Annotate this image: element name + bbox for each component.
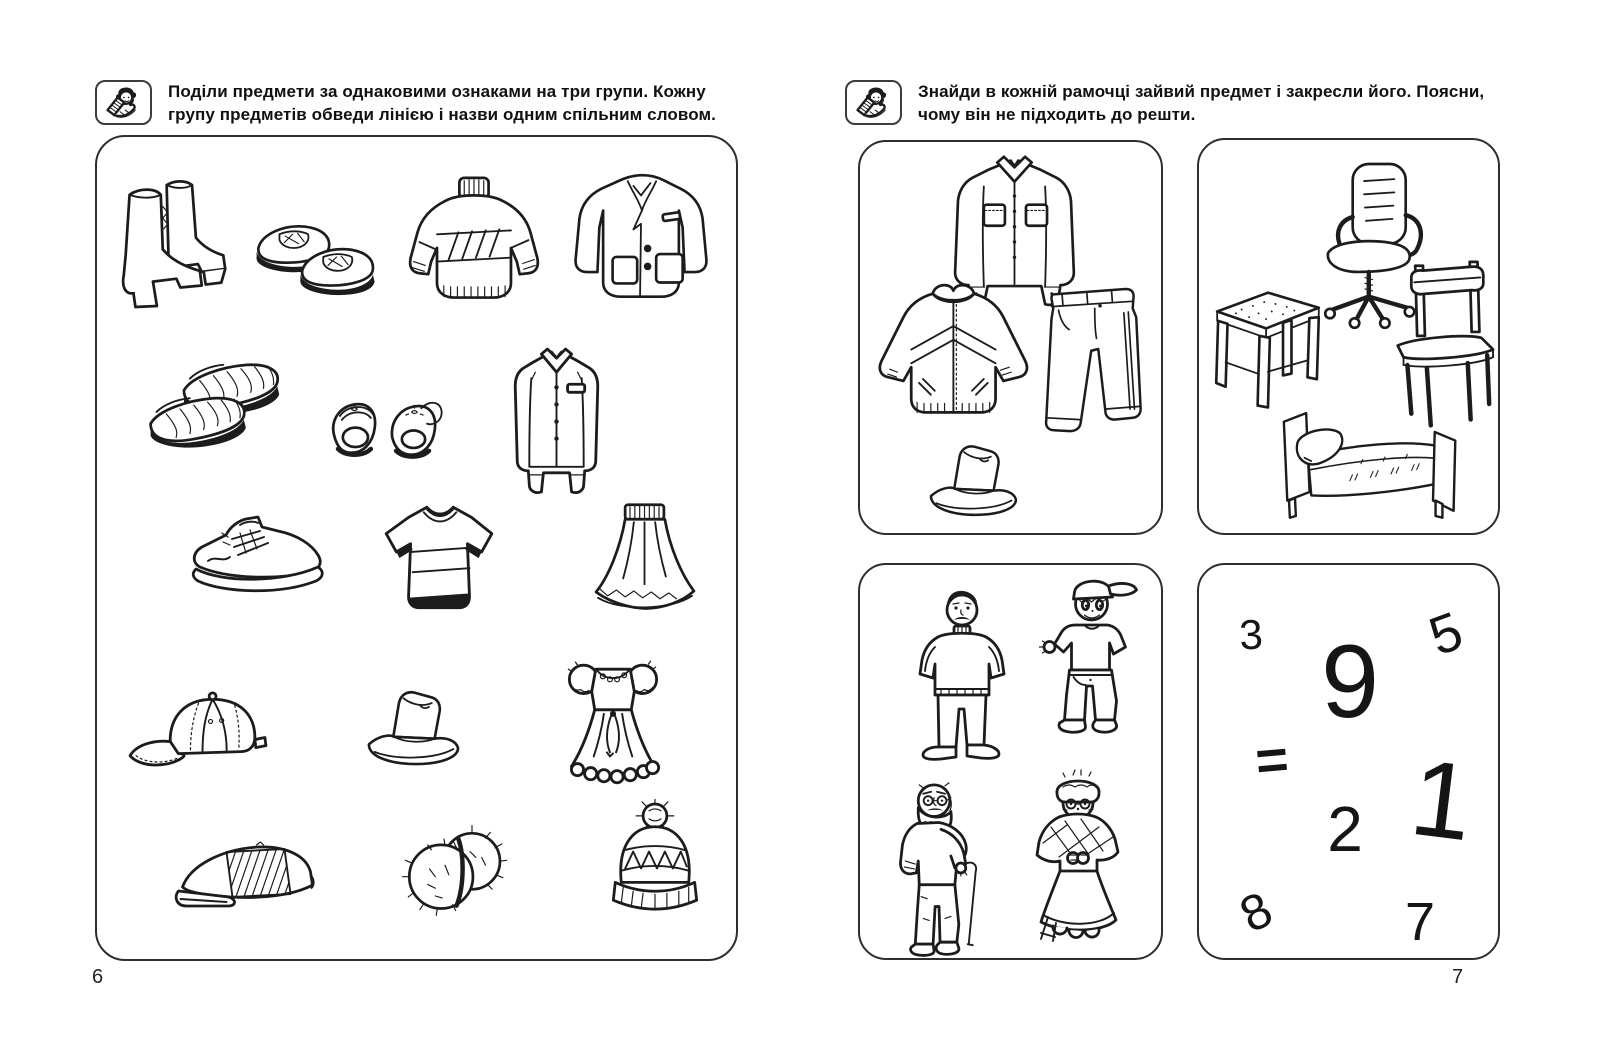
boy-drawing (1032, 573, 1150, 745)
right-task (845, 80, 1495, 126)
odd-one-out-frame-clothes (858, 140, 1163, 535)
stool-drawing (1204, 275, 1331, 427)
sweater-drawing (400, 172, 546, 318)
fur-hat-drawing (402, 815, 514, 923)
number-5: 5 (1421, 600, 1471, 668)
grandmother-drawing (1015, 765, 1140, 947)
equals-sign: = (1252, 726, 1291, 793)
reading-child-icon (845, 80, 902, 125)
t-shirt-drawing (372, 497, 504, 619)
number-3: 3 (1238, 610, 1264, 659)
sorting-frame (95, 135, 738, 961)
number-8: 8 (1231, 880, 1281, 944)
trousers-drawing (1025, 280, 1153, 448)
baseball-cap-drawing (122, 677, 278, 783)
shirt-drawing (489, 342, 625, 498)
hat-drawing (352, 682, 474, 772)
knitted-hat-drawing (597, 799, 709, 923)
grandfather-drawing (885, 770, 1000, 960)
sneakers-drawing (182, 505, 332, 600)
sandals-drawing (312, 385, 454, 477)
reading-child-icon (95, 80, 152, 125)
flat-cap-drawing (167, 827, 335, 919)
man-drawing (905, 585, 1017, 770)
left-task-text: Поділи предмети за однаковими ознаками на три групи. Кожну групу предметів обведи лінією і назви одним спільним словом. (168, 82, 716, 124)
left-page-number: 6 (92, 966, 104, 988)
skirt-drawing (577, 497, 713, 623)
right-task-text: Знайди в кожній рамочці зайвий предмет і закресли його. Поясни, чому він не підходить до решти. (918, 82, 1485, 124)
odd-one-out-frame-people (858, 563, 1163, 960)
left-task (95, 80, 745, 126)
jacket-drawing (565, 167, 717, 309)
odd-one-out-frame-furniture (1197, 138, 1500, 535)
number-9: 9 (1321, 624, 1379, 740)
number-7: 7 (1404, 892, 1436, 952)
number-1: 1 (1404, 735, 1480, 864)
odd-one-out-frame-numbers (1197, 563, 1500, 960)
number-2: 2 (1327, 793, 1363, 865)
right-page-number: 7 (1452, 966, 1464, 988)
dress-drawing (547, 655, 679, 797)
boots-drawing (112, 175, 234, 317)
sport-jacket-drawing (862, 277, 1034, 429)
shoes-drawing (249, 209, 387, 305)
hat-drawing (912, 437, 1034, 522)
bed-drawing (1241, 408, 1493, 528)
slippers-drawing (107, 355, 312, 463)
